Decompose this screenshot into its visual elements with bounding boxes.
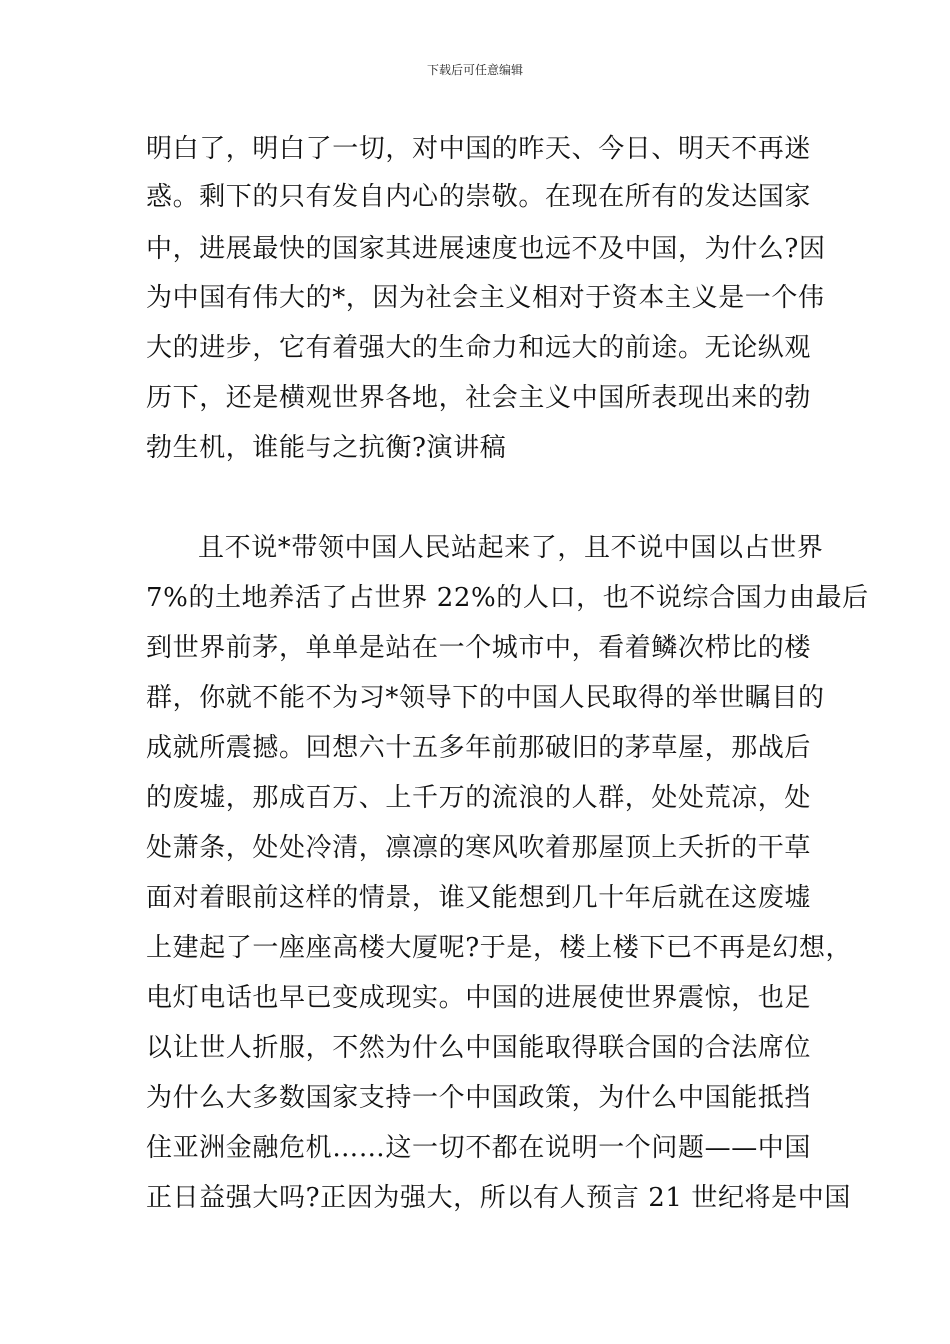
paragraph-2-line-6: 的废墟，那成百万、上千万的流浪的人群，处处荒凉，处	[146, 783, 812, 813]
paragraph-2-line-1: 且不说*带领中国人民站起来了，且不说中国以占世界	[198, 533, 824, 563]
paragraph-1-line-6: 历下，还是横观世界各地，社会主义中国所表现出来的勃	[146, 383, 812, 413]
paragraph-2-line-12: 为什么大多数国家支持一个中国政策，为什么中国能抵挡	[146, 1083, 812, 1113]
paragraph-2-line-9: 上建起了一座座高楼大厦呢?于是，楼上楼下已不再是幻想，	[146, 933, 853, 963]
page-header: 下载后可任意编辑	[426, 63, 523, 77]
paragraph-2-line-13: 住亚洲金融危机……这一切不都在说明一个问题——中国	[146, 1133, 812, 1163]
paragraph-1-line-2: 惑。剩下的只有发自内心的崇敬。在现在所有的发达国家	[146, 182, 812, 212]
paragraph-2-line-4: 群，你就不能不为习*领导下的中国人民取得的举世瞩目的	[146, 683, 825, 713]
paragraph-2-line-8: 面对着眼前这样的情景，谁又能想到几十年后就在这废墟	[146, 883, 812, 913]
paragraph-1-line-4: 为中国有伟大的*，因为社会主义相对于资本主义是一个伟	[146, 283, 825, 313]
paragraph-1-line-3: 中，进展最快的国家其进展速度也远不及中国，为什么?因	[146, 234, 826, 264]
paragraph-2-line-14: 正日益强大吗?正因为强大，所以有人预言 21 世纪将是中国	[146, 1183, 851, 1213]
paragraph-1-line-1: 明白了，明白了一切，对中国的昨天、今日、明天不再迷	[146, 134, 812, 164]
paragraph-2-line-10: 电灯电话也早已变成现实。中国的进展使世界震惊，也足	[146, 983, 812, 1013]
paragraph-2-line-2: 7%的土地养活了占世界 22%的人口，也不说综合国力由最后	[146, 583, 869, 613]
paragraph-1-line-7: 勃生机，谁能与之抗衡?演讲稿	[146, 433, 507, 463]
paragraph-2-line-5: 成就所震撼。回想六十五多年前那破旧的茅草屋，那战后	[146, 733, 812, 763]
paragraph-1-line-5: 大的进步，它有着强大的生命力和远大的前途。无论纵观	[146, 333, 812, 363]
paragraph-2-line-7: 处萧条，处处冷清，凛凛的寒风吹着那屋顶上夭折的干草	[146, 833, 812, 863]
paragraph-2-line-3: 到世界前茅，单单是站在一个城市中，看着鳞次栉比的楼	[146, 633, 812, 663]
paragraph-2-line-11: 以让世人折服，不然为什么中国能取得联合国的合法席位	[146, 1033, 812, 1063]
